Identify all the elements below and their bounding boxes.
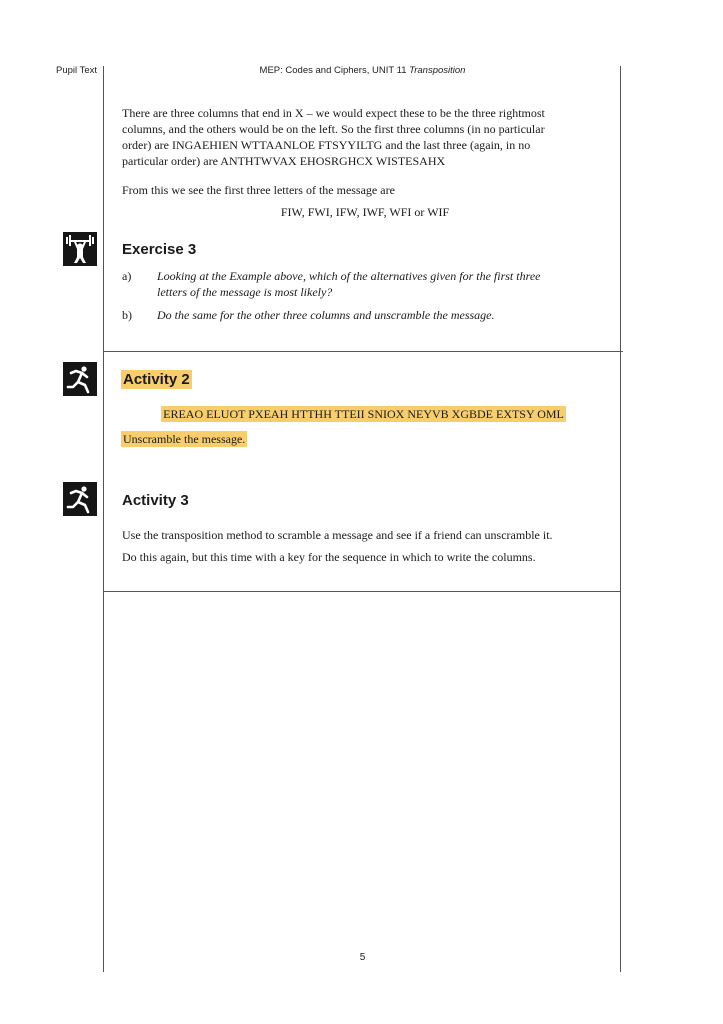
header-title-topic: Transposition (409, 65, 466, 76)
exercise-item-text (157, 307, 597, 323)
weightlifter-icon-graphic (63, 232, 97, 266)
exercise-item-line: Do the same for the other three columns and unscramble the message. (157, 308, 495, 322)
activity-2-cipher (122, 406, 605, 422)
section-divider-1 (103, 351, 623, 352)
activity-3-line-2: Do this again, but this time with a key for the sequence in which to write the columns. (122, 550, 536, 564)
intro-line: There are three columns that end in X – we would expect these to be the three rightmost (122, 106, 545, 120)
exercise-item-label: b) (122, 308, 132, 322)
activity-2-instruction-text: Unscramble the message. (123, 432, 246, 446)
exercise-item-line: Looking at the Example above, which of the alternatives given for the first three (157, 269, 541, 283)
header-pupil-text: Pupil Text (56, 65, 98, 76)
activity-3-line-1: Use the transposition method to scramble a message and see if a friend can unscramble it. (122, 528, 553, 542)
exercise-item-text (157, 268, 597, 300)
right-margin-rule (620, 66, 621, 972)
activity-3-title: Activity 3 (122, 492, 189, 509)
activity-2-title (121, 371, 192, 388)
intro-paragraph (122, 105, 610, 169)
header-title-main: MEP: Codes and Ciphers, UNIT 11 (259, 65, 410, 76)
intro-observation: From this we see the first three letters of the message are (122, 183, 395, 197)
intro-line: columns, and the others would be on the left. So the first three columns (in no particular (122, 122, 545, 136)
intro-options: FIW, FWI, IFW, IWF, WFI or WIF (280, 205, 450, 219)
exercise-item-a (122, 268, 610, 302)
running-figure-icon-graphic (63, 482, 97, 516)
exercise-item-b (122, 307, 610, 325)
running-figure-icon-graphic (63, 362, 97, 396)
running-figure-icon (63, 362, 97, 396)
running-figure-icon (63, 482, 97, 516)
activity-2-cipher-text: EREAO ELUOT PXEAH HTTHH TTEII SNIOX NEYVB XGBDE EXTSY OML (163, 407, 564, 421)
exercise-3-title: Exercise 3 (122, 241, 197, 258)
header-title (104, 65, 621, 76)
weightlifter-icon (63, 232, 97, 266)
intro-line: order) are INGAEHIEN WTTAANLOE FTSYYILTG and the last three (again, in no (122, 138, 531, 152)
activity-2-instruction (121, 431, 247, 447)
page-number: 5 (359, 952, 366, 963)
exercise-item-label: a) (122, 269, 132, 283)
section-divider-2 (103, 591, 621, 592)
intro-line: particular order) are ANTHTWVAX EHOSRGHCX WISTESAHX (122, 154, 446, 168)
exercise-item-line: letters of the message is most likely? (157, 285, 333, 299)
left-margin-rule (103, 66, 104, 972)
activity-2-title-text: Activity 2 (123, 371, 190, 388)
